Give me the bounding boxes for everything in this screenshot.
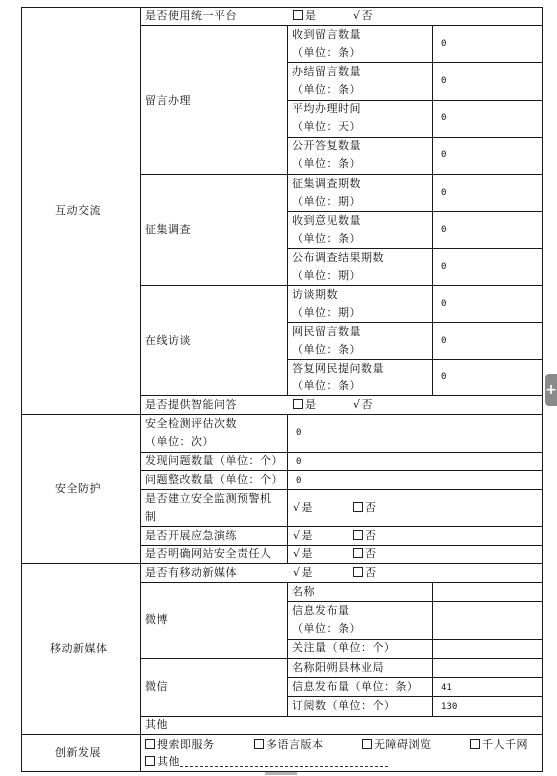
label-avg-time-unit: （单位：天）: [292, 120, 361, 133]
label-netizen-msgs: 网民留言数量: [292, 325, 361, 338]
checkbox-icon: [254, 739, 264, 749]
label-security-tests: 安全检测评估次数: [145, 417, 237, 430]
label-wechat-name: 名称阳朔县林业局: [292, 661, 384, 674]
section-interaction: 互动交流: [55, 204, 101, 217]
fill-in-line[interactable]: [180, 766, 388, 767]
option-search-service[interactable]: 搜索即服务: [145, 736, 215, 754]
label-smart-qa: 是否提供智能问答: [145, 398, 237, 411]
checkbox-icon: [293, 399, 303, 409]
label-survey-count: 征集调查期数: [292, 177, 361, 190]
value-received: 0: [441, 39, 447, 49]
label-message-handling: 留言办理: [145, 94, 191, 107]
table-border-right: [542, 7, 543, 771]
divider: [21, 563, 543, 564]
label-issues-fixed: 问题整改数量（单位：个）: [145, 473, 283, 486]
label-weibo: 微博: [145, 613, 168, 626]
label-survey-count-unit: （单位：期）: [292, 195, 361, 208]
option-yes-checked[interactable]: √是: [293, 529, 314, 542]
label-public-replies: 公开答复数量: [292, 139, 361, 152]
option-no[interactable]: 否: [353, 564, 377, 582]
value-handled: 0: [441, 76, 447, 86]
label-weibo-name: 名称: [292, 585, 315, 598]
option-yes-checked[interactable]: √是: [293, 566, 314, 579]
option-no-checked[interactable]: √否: [353, 398, 374, 411]
label-avg-time: 平均办理时间: [292, 102, 361, 115]
option-yes-checked[interactable]: √是: [293, 547, 314, 560]
value-public-replies: 0: [441, 150, 447, 160]
option-no[interactable]: 否: [353, 527, 377, 545]
option-yes[interactable]: 是: [293, 7, 317, 25]
label-opinions-unit: （单位：条）: [292, 232, 361, 245]
section-security: 安全防护: [55, 482, 101, 495]
checkbox-icon: [145, 739, 155, 749]
value-issues-fixed: 0: [296, 476, 302, 486]
label-answered-msgs-unit: （单位：条）: [292, 379, 361, 392]
label-wechat-subs: 订阅数（单位：个）: [292, 699, 396, 712]
checkbox-icon: [145, 756, 155, 766]
label-received-unit: （单位：条）: [292, 46, 361, 59]
checkbox-icon: [353, 567, 363, 577]
label-responsible: 是否明确网站安全责任人: [145, 547, 272, 560]
option-no[interactable]: 否: [353, 499, 377, 517]
checkbox-icon: [353, 548, 363, 558]
value-avg-time: 0: [441, 113, 447, 123]
table-border-left: [21, 7, 22, 771]
label-results-unit: （单位：期）: [292, 269, 361, 282]
checkbox-icon: [353, 502, 363, 512]
value-answered-msgs: 0: [441, 372, 447, 382]
label-netizen-msgs-unit: （单位：条）: [292, 343, 361, 356]
checkbox-icon: [293, 10, 303, 20]
divider: [287, 25, 288, 395]
label-received: 收到留言数量: [292, 28, 361, 41]
page-indicator: [265, 772, 297, 775]
value-security-tests: 0: [296, 428, 302, 438]
value-opinions: 0: [441, 225, 447, 235]
label-wechat: 微信: [145, 680, 168, 693]
value-interview-count: 0: [441, 299, 447, 309]
label-weibo-posts-unit: （单位：条）: [292, 622, 361, 635]
label-wechat-posts: 信息发布量（单位：条）: [292, 680, 419, 693]
label-interview-count-unit: （单位：期）: [292, 306, 361, 319]
value-results: 0: [441, 262, 447, 272]
option-personalized[interactable]: 千人千网: [470, 736, 528, 754]
label-weibo-posts: 信息发布量: [292, 604, 350, 617]
label-opinions: 收到意见数量: [292, 214, 361, 227]
label-monitoring: 是否建立安全监测预警机: [145, 492, 272, 505]
divider: [21, 414, 543, 415]
divider: [140, 285, 543, 286]
label-monitoring-cont: 制: [145, 510, 157, 523]
option-other[interactable]: 其他: [145, 753, 180, 771]
value-survey-count: 0: [441, 188, 447, 198]
expand-tab[interactable]: +: [545, 374, 557, 406]
label-handled-unit: （单位：条）: [292, 83, 361, 96]
label-has-mobile: 是否有移动新媒体: [145, 566, 237, 579]
label-unified-platform: 是否使用统一平台: [145, 9, 237, 22]
option-accessible[interactable]: 无障碍浏览: [362, 736, 432, 754]
section-innovation: 创新发展: [55, 746, 101, 759]
value-wechat-posts: 41: [441, 683, 452, 693]
divider: [432, 25, 433, 395]
checkbox-icon: [470, 739, 480, 749]
label-online-interview: 在线访谈: [145, 334, 191, 347]
value-netizen-msgs: 0: [441, 336, 447, 346]
label-issues-found: 发现问题数量（单位：个）: [145, 454, 283, 467]
option-yes[interactable]: 是: [293, 396, 317, 414]
label-interview-count: 访谈期数: [292, 288, 338, 301]
table-border-top: [21, 7, 543, 8]
option-multilang[interactable]: 多语言版本: [254, 736, 324, 754]
value-issues-found: 0: [296, 457, 302, 467]
label-weibo-follow: 关注量（单位：个）: [292, 641, 396, 654]
checkbox-icon: [362, 739, 372, 749]
label-results: 公布调查结果期数: [292, 251, 384, 264]
option-yes-checked[interactable]: √是: [293, 501, 314, 514]
value-wechat-subs: 130: [441, 702, 458, 712]
label-handled: 办结留言数量: [292, 65, 361, 78]
option-no[interactable]: 否: [353, 545, 377, 563]
divider: [140, 716, 543, 717]
label-security-tests-unit: （单位：次）: [145, 435, 214, 448]
label-survey: 征集调查: [145, 223, 191, 236]
option-no-checked[interactable]: √否: [353, 9, 374, 22]
divider: [140, 7, 141, 771]
divider: [21, 734, 543, 735]
label-public-replies-unit: （单位：条）: [292, 157, 361, 170]
label-answered-msgs: 答复网民提问数量: [292, 362, 384, 375]
label-drills: 是否开展应急演练: [145, 529, 237, 542]
divider: [140, 582, 543, 583]
section-mobile: 移动新媒体: [50, 642, 108, 655]
checkbox-icon: [353, 530, 363, 540]
label-other: 其他: [145, 718, 168, 731]
